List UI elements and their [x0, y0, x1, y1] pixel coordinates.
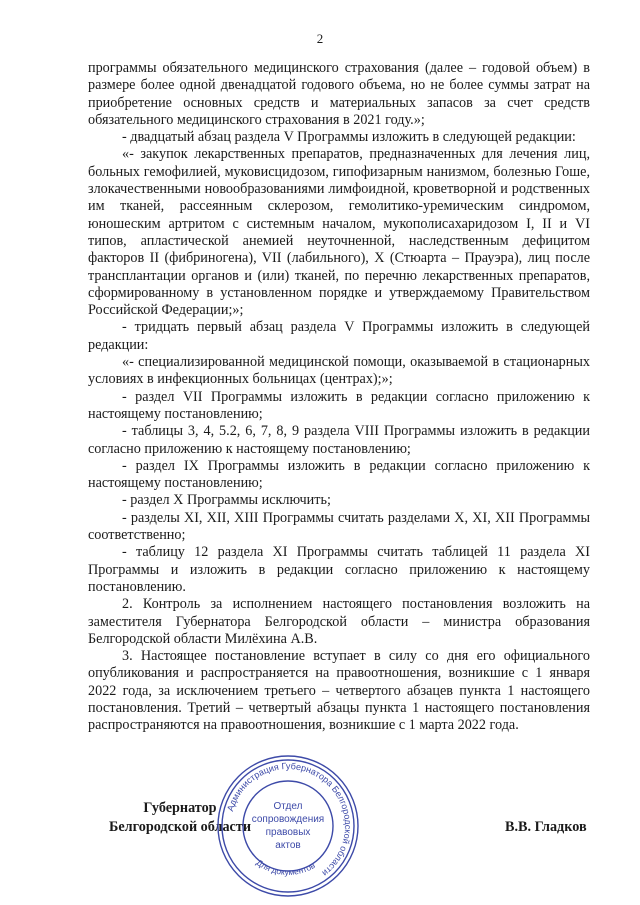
paragraph: - раздел VII Программы изложить в редакции согласно приложению к настоящему постановлению; — [88, 388, 590, 422]
paragraph: «- специализированной медицинской помощи, оказываемой в стационарных условиях в инфекционных больницах (центрах);»; — [88, 354, 590, 388]
paragraph: 3. Настоящее постановление вступает в силу со дня его официального опубликования и распространяется на правоотношения, возникшие с 1 января 2022 года, за исключением третьего – четвертого абзацев пункта 1 настоящего постановления. Третий – четвертый абзацы пункта 1 настоящего постановления распространяются на правоотношения, возникшие с 1 марта 2022 года. — [88, 648, 590, 734]
stamp-center-line4: актов — [275, 840, 301, 851]
stamp-center-line1: Отдел — [273, 801, 303, 812]
paragraph: 2. Контроль за исполнением настоящего постановления возложить на заместителя Губернатора Белгородской области – министра образования Белгородской области Милёхина А.В. — [88, 596, 590, 647]
page-number: 2 — [316, 31, 324, 46]
signatory-position-line1: Губернатор — [143, 800, 217, 816]
signatory-name: В.В. Гладков — [505, 819, 587, 835]
stamp-center-ring — [243, 781, 333, 871]
paragraph: - раздел X Программы исключить; — [122, 492, 331, 509]
official-stamp — [213, 751, 363, 901]
paragraph: - таблицу 12 раздела XI Программы считать таблицей 11 раздела XI Программы и изложить в редакции согласно приложению к настоящему постановлению. — [88, 544, 590, 595]
stamp-ring-text: Администрация Губернатора Белгородской области — [225, 760, 354, 879]
paragraph: - раздел IX Программы изложить в редакции согласно приложению к настоящему постановлению; — [88, 457, 590, 492]
stamp-center-line3: правовых — [265, 827, 311, 838]
paragraph: «- закупок лекарственных препаратов, предназначенных для лечения лиц, больных гемофилией, муковисцидозом, гипофизарным нанизмом, болезнью Гоше, злокачественными новообразованиями лимфоидной, кроветворной и родственных им тканей, рассеянным склерозом, гемолитико-уремическим синдромом, юношеским артритом с системным началом, мукополисахаридозом I, II и VI типов, апластической анемией неуточненной, наследственным дефицитом факторов II (фибриногена), VII (лабильного), X (Стюарта – Прауэра), лиц после трансплантации органов и (или) тканей, по перечню лекарственных препаратов, сформированному в установленном порядке и утверждаемому Правительством Российской Федерации;»; — [88, 146, 590, 319]
document-body — [88, 60, 590, 735]
stamp-center-line2: сопровождения — [251, 814, 325, 825]
paragraph: программы обязательного медицинского страхования (далее – годовой объем) в размере более одной двенадцатой годового объема, но не более суммы затрат на приобретение основных средств и материальных запасов за счет средств обязательного медицинского страхования в 2021 году.»; — [88, 60, 590, 128]
paragraph: - разделы XI, XII, XIII Программы считать разделами X, XI, XII Программы соответственно; — [88, 509, 590, 544]
paragraph: - двадцатый абзац раздела V Программы изложить в следующей редакции: — [122, 129, 576, 146]
paragraph: - тридцать первый абзац раздела V Программы изложить в следующей редакции: — [88, 319, 590, 353]
stamp-bottom-text: Для документов — [254, 857, 317, 878]
paragraph: - таблицы 3, 4, 5.2, 6, 7, 8, 9 раздела VIII Программы изложить в редакции согласно приложению к настоящему постановлению; — [88, 423, 590, 457]
signatory-position-line2: Белгородской области — [109, 819, 251, 835]
